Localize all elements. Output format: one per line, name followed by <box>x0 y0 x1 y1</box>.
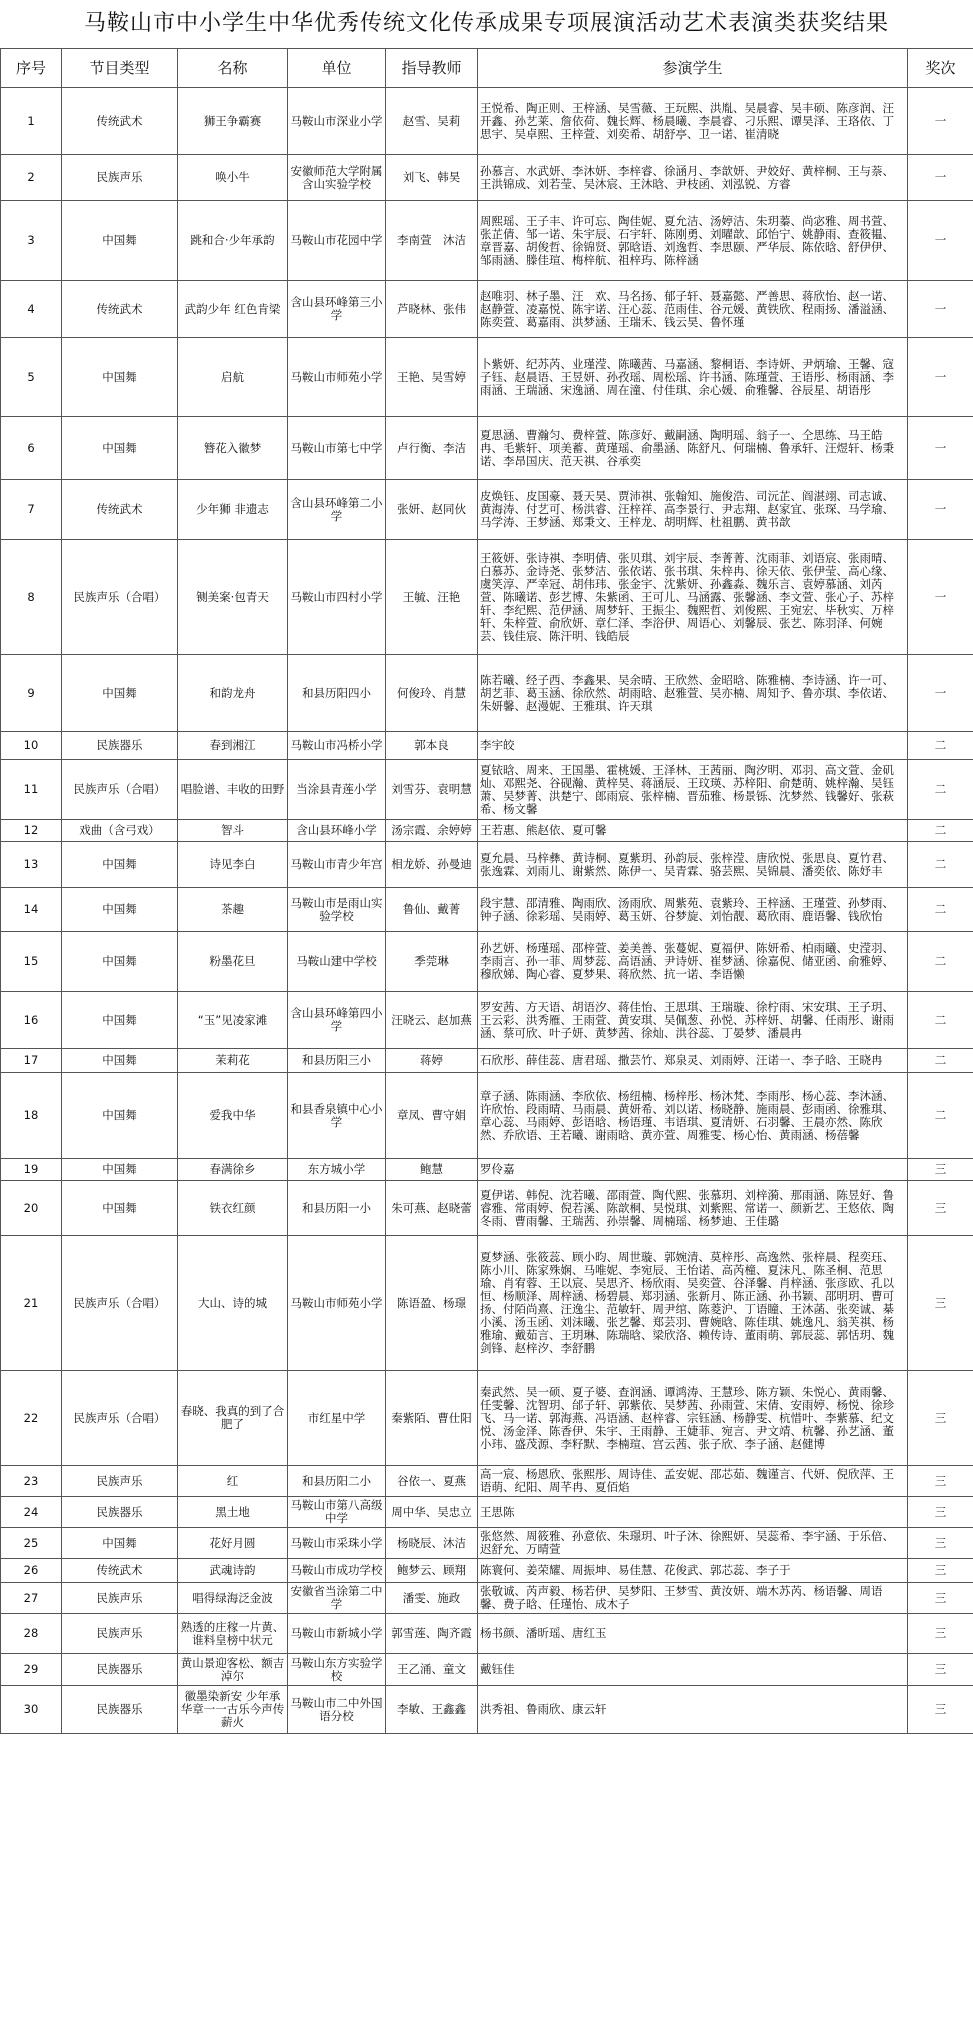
cell-unit: 马鞍山市冯桥小学 <box>288 732 386 760</box>
cell-award: 二 <box>908 1049 973 1073</box>
cell-no: 9 <box>1 655 62 732</box>
cell-students: 王思陈 <box>478 1497 908 1528</box>
cell-type: 中国舞 <box>62 1073 178 1159</box>
table-row <box>1 732 973 760</box>
header-teachers: 指导教师 <box>386 49 478 88</box>
cell-unit: 马鞍山市深业小学 <box>288 88 386 155</box>
cell-unit: 马鞍山市师苑小学 <box>288 1236 386 1371</box>
cell-type: 民族声乐 <box>62 1614 178 1654</box>
cell-award: 一 <box>908 155 973 201</box>
cell-name: 武韵少年 红色肯梁 <box>178 281 288 338</box>
table-row <box>1 820 973 842</box>
cell-teachers: 李敏、王鑫鑫 <box>386 1686 478 1734</box>
cell-name: 徽墨染新安 少年承华章一一古乐今声传薪火 <box>178 1686 288 1734</box>
cell-award: 三 <box>908 1466 973 1497</box>
cell-students: 罗伶嘉 <box>478 1159 908 1181</box>
page-title: 马鞍山市中小学生中华优秀传统文化传承成果专项展演活动艺术表演类获奖结果 <box>83 11 889 36</box>
cell-name: 春满徐乡 <box>178 1159 288 1181</box>
cell-type: 民族声乐 <box>62 155 178 201</box>
cell-students: 张敬诚、芮声毅、杨若伊、吴梦阳、王梦雪、黄汝妍、端木苏芮、杨语馨、周语馨、费子晗、任瑾怡、成木子 <box>478 1583 908 1614</box>
cell-students: 陈寰何、姜荣耀、周振坤、易佳慧、花俊武、郭芯蕊、李子于 <box>478 1559 908 1583</box>
cell-students: 夏伊诺、韩倪、沈若曦、邵雨萱、陶代熙、张慕玥、刘梓漪、那雨涵、陈昱好、鲁睿雅、常雨婷、倪若溪、陈歆桐、吴悦琪、刘紫熙、常诺一、颜新艺、王悠依、陶冬雨、曹雨馨、王瑞茜、孙崇馨、周楠瑶、杨梦迪、王佳璐 <box>478 1181 908 1236</box>
cell-type: 中国舞 <box>62 201 178 281</box>
cell-students: 周熙瑶、王子丰、许可忘、陶佳妮、夏允洁、汤婷洁、朱玥蓁、尚宓雅、周书萱、张芷倩、邹一诺、朱宇辰、石宇轩、陈刚勇、刘曜歆、邱怡宁、姚静雨、查筱韫、章晋嘉、胡俊哲、徐锦贤、郭晗语、刘逸哲、李思颐、严华辰、陈依晗、舒伊伊、邹雨涵、滕佳瑄、梅梓航、祖梓玙、陈梓涵 <box>478 201 908 281</box>
table-row <box>1 1049 973 1073</box>
table-row <box>1 281 973 338</box>
cell-students: 石欣彤、薛佳蕊、唐君瑶、撒芸竹、郑泉灵、刘雨婷、汪诺一、李子晗、王晓冉 <box>478 1049 908 1073</box>
cell-name: 诗见李白 <box>178 842 288 888</box>
cell-teachers: 鲍慧 <box>386 1159 478 1181</box>
cell-no: 6 <box>1 417 62 480</box>
table-row <box>1 1073 973 1159</box>
table-row <box>1 1559 973 1583</box>
cell-students: 王悦希、陶正则、王梓涵、吴雪薇、王玩熙、洪胤、吴晨睿、吴丰硕、陈彦润、汪开鑫、孙艺莱、詹依荷、魏长辉、杨晨曦、李晨睿、刁乐熙、谭昊泽、王珞依、丁思宇、吴卓熙、王梓萱、刘奕希、胡舒亭、卫一诺、崔清晓 <box>478 88 908 155</box>
cell-name: 春晓、我真的到了合肥了 <box>178 1371 288 1466</box>
table-row <box>1 1181 973 1236</box>
header-no: 序号 <box>1 49 62 88</box>
cell-unit: 马鞍山市第八高级中学 <box>288 1497 386 1528</box>
cell-teachers: 何俊玲、肖慧 <box>386 655 478 732</box>
cell-award: 三 <box>908 1686 973 1734</box>
cell-teachers: 汪晓云、赵加燕 <box>386 992 478 1049</box>
cell-teachers: 朱可燕、赵晓蕾 <box>386 1181 478 1236</box>
cell-students: 王筱妍、张诗祺、李明倩、张贝琪、刘宇辰、李菁菁、沈雨菲、刘语宸、张雨晴、白慕苏、金诗尧、张梦洁、张依诺、张书琪、朱梓冉、徐天依、张伊莹、高心缘、虞笑淳、严幸冠、胡伟玮、张金宇、沈紫妍、孙鑫淼、魏乐言、袁婷慕涵、刘芮萱、陈曦诺、彭艺博、朱紫函、王可儿、马涵露、张馨涵、李文萱、张心子、苏梓轩、李纪熙、范伊涵、周梦轩、王振尘、魏熙哲、刘俊熙、王宛宏、毕秋实、万梓轩、朱梓萱、俞欣妍、章仁泽、李浴伊、周语心、刘馨辰、张艺、陈羽泽、何婉芸、钱佳宸、陈汗明、钱皓辰 <box>478 540 908 655</box>
cell-students: 秦武然、吴一硕、夏子婆、查润涵、谭鸿涛、王慧珍、陈方颖、朱悦心、黄雨馨、任雯馨、沈智玥、邰子轩、郭紫依、吴梦茜、孙雨萱、宋倩、安雨婷、杨悦、徐珍飞、马一诺、郭海燕、冯语涵、赵梓睿、宗钰涵、杨静雯、杭惜叶、李紫慕、纪文悦、汤金泽、陈香伊、朱宇、王雨静、王婕菲、宛言、尹文靖、杭馨、孙艺涵、董小玮、盛茂源、李籽默、李楠瑄、宫云茜、张子欣、李子涵、赵健博 <box>478 1371 908 1466</box>
cell-award: 一 <box>908 480 973 540</box>
cell-unit: 马鞍山市青少年宫 <box>288 842 386 888</box>
cell-unit: 和县历阳二小 <box>288 1466 386 1497</box>
cell-award: 二 <box>908 888 973 932</box>
cell-type: 民族声乐 <box>62 1466 178 1497</box>
cell-award: 三 <box>908 1497 973 1528</box>
cell-award: 三 <box>908 1371 973 1466</box>
cell-award: 二 <box>908 932 973 992</box>
table-row <box>1 932 973 992</box>
cell-name: 少年狮 非遗志 <box>178 480 288 540</box>
cell-students: 张悠然、周筱雅、孙意依、朱璟玥、叶子沐、徐熙妍、吴蕊希、李宇涵、于乐倍、迟舒允、万晴萱 <box>478 1528 908 1559</box>
cell-name: 花好月圆 <box>178 1528 288 1559</box>
table-row <box>1 1236 973 1371</box>
table-row <box>1 888 973 932</box>
cell-teachers: 赵雪、吴莉 <box>386 88 478 155</box>
cell-name: 启航 <box>178 338 288 417</box>
cell-students: 李宇皎 <box>478 732 908 760</box>
cell-no: 11 <box>1 760 62 820</box>
cell-unit: 马鞍山市花园中学 <box>288 201 386 281</box>
cell-name: 茶趣 <box>178 888 288 932</box>
cell-award: 三 <box>908 1528 973 1559</box>
cell-teachers: 杨晓辰、沐洁 <box>386 1528 478 1559</box>
cell-name: 铁衣红颜 <box>178 1181 288 1236</box>
cell-no: 25 <box>1 1528 62 1559</box>
table-row <box>1 1614 973 1654</box>
cell-type: 中国舞 <box>62 932 178 992</box>
cell-students: 夏梦涵、张筱蕊、顾小昀、周世璇、郭婉清、莫梓彤、高逸然、张梓晨、程奕珏、陈小川、陈家殊娴、马唯妮、李宛辰、王怡诺、高芮橦、夏沫凡、陈圣桐、范思瑜、肖宥蓉、王以宸、吴思齐、杨欣雨、吴奕萱、谷泽馨、肖梓涵、张彦欧、孔以恒、杨顺泽、周梓涵、杨碧晨、郑羽涵、张新月、陈正涵、孙书颖、邵明玥、曹可扬、付陌尚熹、汪逸尘、范敏轩、周尹绾、陈菱沪、丁语瞳、王沐菡、张奕诚、棊小溪、汤玉函、刘沫曦、张艺馨、郑芸羽、曹婉晗、陈佳琪、姚逸凡、翁芙祺、杨雅瑜、戴茹言、王玥琳、陈瑞晗、梁欣洛、赖传诗、董雨萌、郭辰蕊、郭恬玥、魏剑锋、赵梓汐、李舒鹏 <box>478 1236 908 1371</box>
cell-award: 二 <box>908 760 973 820</box>
cell-teachers: 张妍、赵同伙 <box>386 480 478 540</box>
table-row <box>1 480 973 540</box>
cell-teachers: 陈语盈、杨璟 <box>386 1236 478 1371</box>
cell-type: 中国舞 <box>62 888 178 932</box>
cell-students: 皮焕钰、皮国豪、聂天昊、贾沛祺、张翰知、施俊浩、司沅芷、阎湛翊、司志诚、黄海涛、付艺可、杨洪睿、汪梓祥、高李景行、尹志翔、赵家宜、张琛、马学瑜、马学涛、王梦涵、郑秉文、王梓龙、胡明辉、杜祖鹏、黄书歆 <box>478 480 908 540</box>
table-row <box>1 88 973 155</box>
cell-teachers: 鲁仙、戴菁 <box>386 888 478 932</box>
cell-award: 二 <box>908 842 973 888</box>
cell-teachers: 谷依一、夏燕 <box>386 1466 478 1497</box>
cell-award: 一 <box>908 281 973 338</box>
cell-type: 中国舞 <box>62 1159 178 1181</box>
cell-no: 16 <box>1 992 62 1049</box>
table-row <box>1 1497 973 1528</box>
cell-type: 中国舞 <box>62 338 178 417</box>
cell-unit: 马鞍山市成功学校 <box>288 1559 386 1583</box>
cell-teachers: 汤宗霞、余婷婷 <box>386 820 478 842</box>
cell-students: 卜紫妍、纪苏芮、业瑾滢、陈曦茜、马嘉涵、黎桐语、李诗妍、尹炳瑜、王馨、寇子钰、赵晨语、王昱妍、孙孜瑶、周松瑶、许书涵、陈瑾萱、王语彤、杨雨涵、李雨涵、王瑞涵、宋逸涵、周在潼、付佳琪、余心媛、俞雅馨、谷辰星、胡语彤 <box>478 338 908 417</box>
cell-teachers: 郭雪莲、陶齐霞 <box>386 1614 478 1654</box>
cell-name: 春到湘江 <box>178 732 288 760</box>
cell-type: 民族器乐 <box>62 1686 178 1734</box>
cell-teachers: 王毓、汪艳 <box>386 540 478 655</box>
cell-no: 19 <box>1 1159 62 1181</box>
cell-name: 爱我中华 <box>178 1073 288 1159</box>
cell-teachers: 秦紫陌、曹仕阳 <box>386 1371 478 1466</box>
cell-teachers: 芦晓林、张伟 <box>386 281 478 338</box>
cell-type: 民族声乐（合唱） <box>62 540 178 655</box>
cell-unit: 马鞍山市二中外国语分校 <box>288 1686 386 1734</box>
cell-unit: 含山县环峰第四小学 <box>288 992 386 1049</box>
cell-students: 戴钰佳 <box>478 1654 908 1686</box>
cell-no: 17 <box>1 1049 62 1073</box>
cell-award: 三 <box>908 1181 973 1236</box>
cell-no: 10 <box>1 732 62 760</box>
cell-type: 民族声乐（合唱） <box>62 1236 178 1371</box>
cell-award: 三 <box>908 1654 973 1686</box>
table-row <box>1 655 973 732</box>
cell-award: 一 <box>908 88 973 155</box>
table-row <box>1 1583 973 1614</box>
header-students: 参演学生 <box>478 49 908 88</box>
header-name: 名称 <box>178 49 288 88</box>
cell-type: 传统武术 <box>62 480 178 540</box>
awards-table <box>0 48 973 1734</box>
cell-name: 唤小牛 <box>178 155 288 201</box>
cell-award: 三 <box>908 1559 973 1583</box>
cell-no: 20 <box>1 1181 62 1236</box>
cell-teachers: 周中华、吴忠立 <box>386 1497 478 1528</box>
cell-name: 和韵龙舟 <box>178 655 288 732</box>
cell-award: 三 <box>908 1614 973 1654</box>
cell-teachers: 章凤、曹守娟 <box>386 1073 478 1159</box>
header-award: 奖次 <box>908 49 973 88</box>
cell-no: 8 <box>1 540 62 655</box>
table-row <box>1 1654 973 1686</box>
cell-unit: 马鞍山市第七中学 <box>288 417 386 480</box>
header-row <box>1 49 973 88</box>
cell-award: 一 <box>908 201 973 281</box>
cell-teachers: 相龙娇、孙曼迪 <box>386 842 478 888</box>
cell-students: 王若惠、熊赵依、夏可馨 <box>478 820 908 842</box>
cell-teachers: 蒋婷 <box>386 1049 478 1073</box>
cell-no: 4 <box>1 281 62 338</box>
cell-name: “玉”见凌家滩 <box>178 992 288 1049</box>
header-unit: 单位 <box>288 49 386 88</box>
cell-no: 21 <box>1 1236 62 1371</box>
cell-no: 28 <box>1 1614 62 1654</box>
cell-name: 簪花入徽梦 <box>178 417 288 480</box>
cell-no: 14 <box>1 888 62 932</box>
cell-type: 中国舞 <box>62 417 178 480</box>
cell-name: 武魂诗韵 <box>178 1559 288 1583</box>
cell-award: 一 <box>908 417 973 480</box>
cell-unit: 马鞍山市师苑小学 <box>288 338 386 417</box>
cell-award: 二 <box>908 992 973 1049</box>
cell-no: 2 <box>1 155 62 201</box>
table-row <box>1 155 973 201</box>
cell-unit: 马鞍山建中学校 <box>288 932 386 992</box>
table-row <box>1 842 973 888</box>
cell-no: 27 <box>1 1583 62 1614</box>
cell-name: 狮王争霸赛 <box>178 88 288 155</box>
cell-award: 二 <box>908 1073 973 1159</box>
cell-no: 13 <box>1 842 62 888</box>
table-body <box>1 88 973 1734</box>
cell-students: 夏铱晗、周来、王国墨、霍桃媛、王泽林、王茜丽、陶汐明、邓羽、高文萱、金矶灿、邓熙尧、谷砚瀚、黄梓昊、蒋涵辰、王玟瑛、苏梓阳、俞楚萌、姚梓瀚、吴钰萧、吴梦菁、洪楚宁、郎雨宸、张梓楠、晋茄雅、杨景铄、沈梦然、钱馨好、张萩希、杨文馨 <box>478 760 908 820</box>
cell-no: 7 <box>1 480 62 540</box>
cell-award: 一 <box>908 338 973 417</box>
cell-teachers: 季莞琳 <box>386 932 478 992</box>
cell-students: 孙慕言、水武妍、李沐妍、李梓睿、徐涵月、李歆妍、尹姣好、黄梓桐、王与萘、王洪锦成、刘若莹、吴沐宸、王沐晗、尹枝函、刘泓锐、方睿 <box>478 155 908 201</box>
cell-teachers: 王乙涌、童文 <box>386 1654 478 1686</box>
cell-type: 戏曲（含弓戏） <box>62 820 178 842</box>
cell-type: 民族器乐 <box>62 1654 178 1686</box>
cell-no: 18 <box>1 1073 62 1159</box>
cell-teachers: 潘雯、施政 <box>386 1583 478 1614</box>
cell-type: 中国舞 <box>62 1181 178 1236</box>
cell-type: 民族声乐 <box>62 1583 178 1614</box>
table-row <box>1 1528 973 1559</box>
cell-unit: 东方城小学 <box>288 1159 386 1181</box>
cell-name: 唱得绿海泛金波 <box>178 1583 288 1614</box>
cell-students: 夏允晨、马梓彝、黄诗桐、夏紫玥、孙韵辰、张梓滢、唐欣悦、张思良、夏竹君、张逸霖、刘雨儿、谢紫然、陈伊一、吴青霖、骆芸熙、吴锦晨、潘奕依、陈妤丰 <box>478 842 908 888</box>
cell-students: 陈若曦、经子西、李鑫果、吴余晴、王欣然、金昭晗、陈雅楠、李诗涵、许一可、胡艺菲、葛玉涵、徐欣然、胡雨晗、赵雅萱、吴亦楠、周知予、鲁亦琪、李依诺、朱妍馨、赵漫妮、王雅琪、许天琪 <box>478 655 908 732</box>
cell-name: 唱脸谱、丰收的田野 <box>178 760 288 820</box>
cell-name: 黄山景迎客松、额吉淖尔 <box>178 1654 288 1686</box>
cell-type: 民族声乐（合唱） <box>62 760 178 820</box>
table-row <box>1 1686 973 1734</box>
cell-teachers: 王艳、吴雪婷 <box>386 338 478 417</box>
cell-type: 中国舞 <box>62 655 178 732</box>
cell-unit: 和县历阳三小 <box>288 1049 386 1073</box>
cell-no: 23 <box>1 1466 62 1497</box>
header-type: 节目类型 <box>62 49 178 88</box>
cell-teachers: 刘飞、韩昊 <box>386 155 478 201</box>
cell-type: 中国舞 <box>62 1049 178 1073</box>
cell-name: 红 <box>178 1466 288 1497</box>
cell-no: 1 <box>1 88 62 155</box>
cell-no: 24 <box>1 1497 62 1528</box>
cell-students: 章子涵、陈雨涵、李欣依、杨纽楠、杨梓彤、杨沐梵、李雨彤、杨心蕊、李沐涵、许欣怡、段雨晴、马雨晨、黄妍希、刘以诺、杨晓静、施雨晨、彭雨函、徐雅琪、章心蕊、马雨婷、彭语晗、杨语瑾、韦语琪、夏清妍、石羽馨、王晨亦然、陈欣然、乔欣语、王若曦、谢雨晗、黄亦萱、周雅雯、杨心怡、黄雨涵、杨蓓馨 <box>478 1073 908 1159</box>
cell-teachers: 卢行衡、李洁 <box>386 417 478 480</box>
cell-teachers: 刘雪芬、袁明慧 <box>386 760 478 820</box>
cell-unit: 马鞍山市新城小学 <box>288 1614 386 1654</box>
cell-teachers: 郭本良 <box>386 732 478 760</box>
cell-name: 跳和合·少年承韵 <box>178 201 288 281</box>
cell-students: 段宇慧、邵清雅、陶雨欣、汤雨欣、周紫苑、袁紫玲、王梓涵、王瑾萱、孙梦雨、钟子涵、徐彩瑶、吴雨婷、葛玉妍、谷梦旋、刘怡靓、葛欣雨、鹿语馨、钱欣怡 <box>478 888 908 932</box>
cell-type: 民族器乐 <box>62 1497 178 1528</box>
cell-award: 三 <box>908 1583 973 1614</box>
cell-no: 22 <box>1 1371 62 1466</box>
cell-award: 三 <box>908 1159 973 1181</box>
table-row <box>1 417 973 480</box>
cell-unit: 和县香泉镇中心小学 <box>288 1073 386 1159</box>
cell-students: 罗安茜、方天语、胡语汐、蒋佳怡、王思琪、王瑞璇、徐柠雨、宋安琪、王子玥、王云彩、洪秀雁、王雨萱、黄安琪、吴佩葱、孙悦、苏梓妍、胡馨、任雨彤、谢雨涵、蔡可欣、叶子妍、黄梦茜、徐灿、洪谷蕊、丁晏梦、潘晨冉 <box>478 992 908 1049</box>
cell-teachers: 李南萱 沐洁 <box>386 201 478 281</box>
cell-type: 民族器乐 <box>62 732 178 760</box>
cell-unit: 和县历阳一小 <box>288 1181 386 1236</box>
cell-students: 洪秀祖、鲁雨欣、康云轩 <box>478 1686 908 1734</box>
cell-unit: 马鞍山东方实验学校 <box>288 1654 386 1686</box>
cell-students: 赵唯羽、林子墨、汪 欢、马名扬、郁子轩、聂嘉懿、严善思、蒋欣怡、赵一诺、赵静萱、凌嘉悦、陈宇诺、汪心蕊、范雨佳、谷元媛、黄铁欣、程雨扬、潘溢涵、陈奕萱、葛嘉雨、洪梦涵、王瑞禾、钱云昊、鲁怀瑾 <box>478 281 908 338</box>
cell-no: 15 <box>1 932 62 992</box>
cell-award: 二 <box>908 732 973 760</box>
cell-students: 孙艺妍、杨瑾瑶、邵梓萱、姜美善、张蔓妮、夏福伊、陈妍希、柏雨曦、史滢羽、李雨言、孙一菲、周梦蕊、高语涵、尹诗妍、崔梦涵、徐嘉倪、储亚函、俞雅婷、穆欣娣、陶心睿、夏梦果、蒋欣然、抗一诺、李语懒 <box>478 932 908 992</box>
cell-type: 中国舞 <box>62 1528 178 1559</box>
cell-no: 26 <box>1 1559 62 1583</box>
cell-unit: 安徽师范大学附属含山实验学校 <box>288 155 386 201</box>
cell-name: 粉墨花旦 <box>178 932 288 992</box>
table-row <box>1 201 973 281</box>
table-row <box>1 992 973 1049</box>
table-row <box>1 338 973 417</box>
cell-unit: 马鞍山市是雨山实验学校 <box>288 888 386 932</box>
cell-no: 3 <box>1 201 62 281</box>
cell-type: 中国舞 <box>62 842 178 888</box>
cell-name: 大山、诗的城 <box>178 1236 288 1371</box>
cell-award: 一 <box>908 540 973 655</box>
cell-no: 29 <box>1 1654 62 1686</box>
cell-unit: 马鞍山市四村小学 <box>288 540 386 655</box>
cell-name: 铡美案·包青天 <box>178 540 288 655</box>
cell-type: 中国舞 <box>62 992 178 1049</box>
cell-unit: 当涂县青莲小学 <box>288 760 386 820</box>
cell-unit: 含山县环峰小学 <box>288 820 386 842</box>
cell-award: 三 <box>908 1236 973 1371</box>
cell-unit: 含山县环峰第二小学 <box>288 480 386 540</box>
cell-name: 智斗 <box>178 820 288 842</box>
cell-no: 30 <box>1 1686 62 1734</box>
cell-no: 5 <box>1 338 62 417</box>
cell-students: 夏思涵、曹瀚匀、费梓萱、陈彦好、戴嗣涵、陶明瑶、翁子一、仝思练、马王皓冉、毛紫轩、项美蓄、黄瑾瑶、俞墨涵、陈舒凡、何瑞楠、鲁承轩、汪煜轩、杨秉诺、李昂国庆、范天祺、谷承奕 <box>478 417 908 480</box>
table-row <box>1 1466 973 1497</box>
cell-name: 黑土地 <box>178 1497 288 1528</box>
cell-name: 茉莉花 <box>178 1049 288 1073</box>
cell-teachers: 鲍梦云、顾翔 <box>386 1559 478 1583</box>
cell-students: 高一宸、杨恩欣、张熙彤、周诗佳、孟安妮、邵芯茹、魏谨言、代妍、倪欣萍、王语萌、纪阳、周芊冉、夏佰焰 <box>478 1466 908 1497</box>
table-row <box>1 1159 973 1181</box>
cell-award: 二 <box>908 820 973 842</box>
table-row <box>1 760 973 820</box>
cell-unit: 含山县环峰第三小学 <box>288 281 386 338</box>
cell-unit: 安徽省当涂第二中学 <box>288 1583 386 1614</box>
table-row <box>1 540 973 655</box>
cell-unit: 马鞍山市采珠小学 <box>288 1528 386 1559</box>
cell-type: 传统武术 <box>62 88 178 155</box>
cell-no: 12 <box>1 820 62 842</box>
cell-type: 传统武术 <box>62 281 178 338</box>
cell-students: 杨书颜、潘昕瑶、唐红玉 <box>478 1614 908 1654</box>
table-row <box>1 1371 973 1466</box>
cell-award: 一 <box>908 655 973 732</box>
cell-type: 传统武术 <box>62 1559 178 1583</box>
cell-type: 民族声乐（合唱） <box>62 1371 178 1466</box>
cell-name: 熟透的庄稼一片黄、谁料皇榜中状元 <box>178 1614 288 1654</box>
cell-unit: 市红星中学 <box>288 1371 386 1466</box>
cell-unit: 和县历阳四小 <box>288 655 386 732</box>
